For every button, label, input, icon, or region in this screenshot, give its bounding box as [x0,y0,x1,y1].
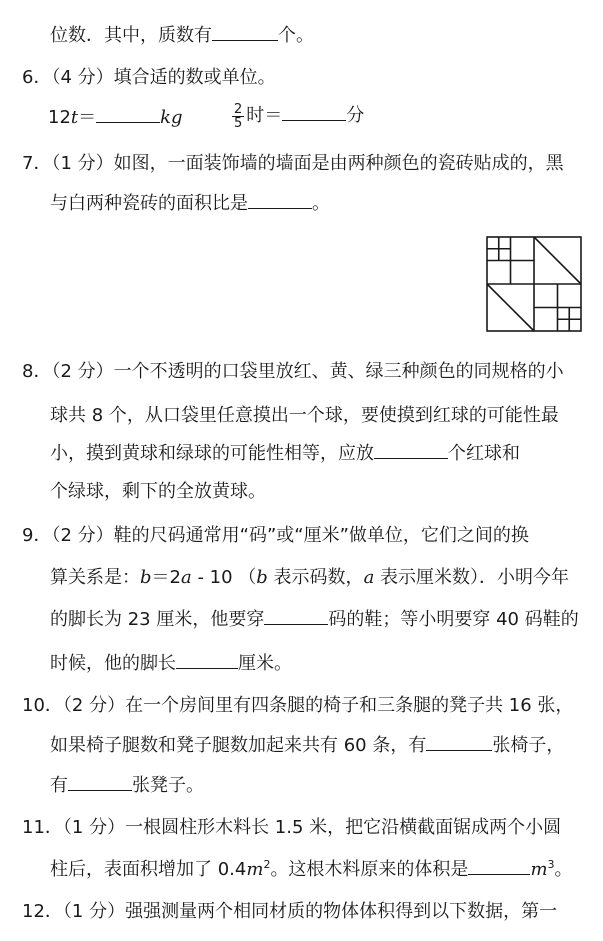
q11-line-2 [50,856,573,882]
q6-item-2 [230,102,364,130]
q9-text-3-end: 码的鞋；等小明要穿 40 码鞋的 [328,609,579,630]
q11-text-1: 11．（1 分）一根圆柱形木料长 1.5 米，把它沿横截面锯成两个小圆 [22,817,562,838]
fraction-numerator: 2 [234,101,243,117]
q8-line-4 [50,480,266,504]
q9-equals: ＝2 [151,567,181,588]
q9-text-4-end: 厘米。 [238,653,292,674]
answer-blank[interactable] [468,856,530,875]
var-a: a [180,567,192,588]
q9-line-4 [50,650,292,676]
q7-text-2: 与白两种瓷砖的面积比是 [50,193,248,214]
tile-wall-figure [486,236,582,332]
q9-line-1 [22,524,529,548]
q6-hour-equals: 时＝ [246,105,283,126]
q12-line-1 [22,900,557,924]
q9-text-2: 算关系是： [50,567,140,588]
answer-blank[interactable] [264,606,328,625]
answer-blank[interactable] [212,22,278,41]
superscript-2: 2 [263,858,271,871]
q5-tail-text: 位数．其中，质数有 [50,25,212,46]
q10-text-2: 如果椅子腿数和凳子腿数加起来共有 60 条，有 [50,735,427,756]
answer-blank[interactable] [282,102,346,121]
var-b: b [140,567,152,588]
answer-blank[interactable] [374,440,448,459]
q6-equals: ＝ [78,107,97,128]
q8-line-2 [50,404,559,428]
q9-text-4: 时候，他的脚长 [50,653,176,674]
q7-text-1: 7．（1 分）如图，一面装饰墙的墙面是由两种颜色的瓷砖贴成的，黑 [22,153,564,174]
q8-text-3-end: 个红球和 [448,443,520,464]
q9-line-2 [50,566,569,590]
q8-text-3: 小，摸到黄球和绿球的可能性相等，应放 [50,443,374,464]
q10-line-1 [22,694,573,718]
q10-text-3-end: 张凳子。 [132,775,204,796]
fraction-denominator: 5 [234,115,243,131]
q9-b-meaning: 表示码数， [267,567,364,588]
q6-heading [22,66,276,90]
q6-unit-minute: 分 [346,105,365,126]
q10-text-2-end: 张椅子， [492,735,565,756]
q6-value: 12 [48,107,71,128]
q6-item-1 [48,104,183,130]
q5-tail-end: 个。 [278,25,314,46]
q8-text-1: 8．（2 分）一个不透明的口袋里放红、黄、绿三种颜色的同规格的小 [22,361,564,382]
q8-line-1 [22,360,564,384]
q12-text-1: 12．（1 分）强强测量两个相同材质的物体体积得到以下数据，第一 [22,901,558,922]
q8-text-4: 个绿球，剩下的全放黄球。 [50,481,266,502]
q6-unit-kg: kg [160,107,183,128]
q11-text-2-mid: 。这根木料原来的体积是 [270,859,469,880]
q8-line-3 [50,440,520,466]
q9-text-1: 9．（2 分）鞋的尺码通常用“码”或“厘米”做单位，它们之间的换 [22,525,529,546]
q6-heading-text: 6．（4 分）填合适的数或单位。 [22,67,276,88]
q11-text-2-end: 。 [554,859,573,880]
q8-text-2: 球共 8 个，从口袋里任意摸出一个球，要使摸到红球的可能性最 [50,405,559,426]
var-a: a [363,567,375,588]
answer-blank[interactable] [68,772,132,791]
answer-blank[interactable] [426,732,492,751]
q5-tail-line [50,22,314,48]
q10-line-2 [50,732,564,758]
q6-unit-t: t [70,107,79,128]
answer-blank[interactable] [176,650,238,669]
q10-line-3 [50,772,204,798]
q9-minus: - 10 （ [191,567,257,588]
q9-text-3: 的脚长为 23 厘米，他要穿 [50,609,265,630]
q10-text-3: 有 [50,775,68,796]
answer-blank[interactable] [248,190,312,209]
q6-fraction [232,103,244,130]
var-b: b [256,567,268,588]
q11-text-2: 柱后，表面积增加了 0.4 [50,859,247,880]
answer-blank[interactable] [96,104,160,123]
superscript-3: 3 [547,858,555,871]
q7-line-2 [50,190,330,216]
unit-m: m [246,859,264,880]
unit-m: m [530,859,548,880]
q7-text-2-end: 。 [312,193,330,214]
q7-line-1 [22,152,564,176]
q9-a-meaning: 表示厘米数）．小明今年 [374,567,570,588]
q9-line-3 [50,606,579,632]
q11-line-1 [22,816,561,840]
q10-text-1: 10．（2 分）在一个房间里有四条腿的椅子和三条腿的凳子共 16 张， [22,695,574,716]
